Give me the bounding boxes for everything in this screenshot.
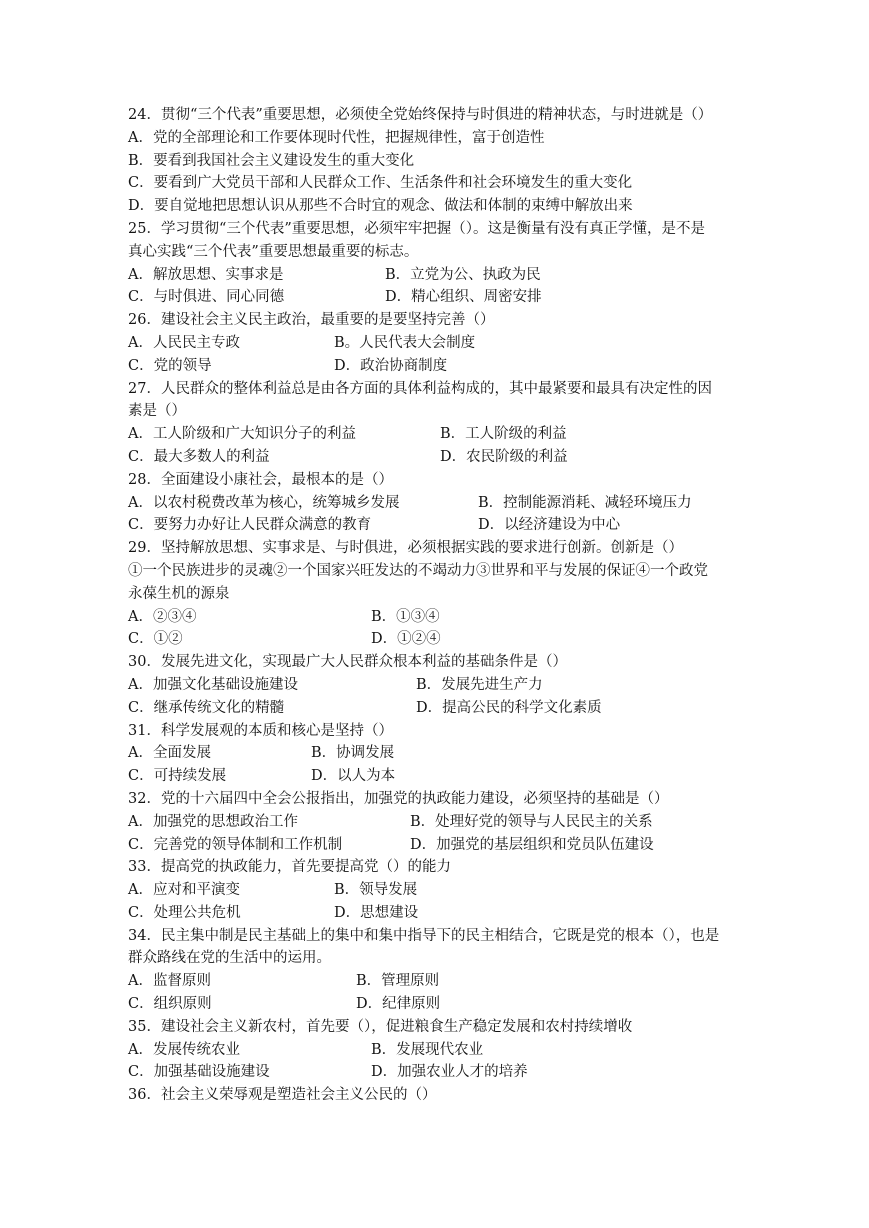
question-stem: 35．建设社会主义新农村，首先要（），促进粮食生产稳定发展和农村持续增收 [128, 1018, 633, 1035]
option-a: A．全面发展 [128, 745, 211, 762]
option-a: A．加强文化基础设施建设 [128, 676, 298, 693]
option-row [128, 286, 741, 309]
option-b: B．发展现代农业 [371, 1041, 484, 1058]
question-stem: 26．建设社会主义民主政治，最重要的是要坚持完善（） [128, 312, 495, 329]
option-c: C．①② [128, 631, 183, 648]
question-stem-continued: 素是（） [128, 403, 186, 420]
option-b: B．工人阶级的利益 [440, 426, 567, 443]
option-row [128, 423, 741, 446]
option-d: D．提高公民的科学文化素质 [416, 699, 602, 716]
option-b: B．领导发展 [334, 882, 418, 899]
option-b: B．立党为公、执政为民 [385, 266, 541, 283]
question-stem: 24．贯彻“三个代表”重要思想，必须使全党始终保持与时俱进的精神状态，与时进就是（） [128, 107, 713, 123]
option-c: C．继承传统文化的精髓 [128, 699, 285, 716]
question-36 [128, 1084, 741, 1107]
option-c: C．加强基础设施建设 [128, 1064, 270, 1081]
option-row [128, 332, 741, 355]
option-row [128, 993, 741, 1016]
question-28 [128, 469, 741, 537]
option-d: D．纪律原则 [356, 996, 441, 1013]
option-c: C．要努力办好让人民群众满意的教育 [128, 517, 372, 534]
option-c: C．完善党的领导体制和工作机制 [128, 836, 343, 853]
option-b: B．①③④ [371, 608, 440, 625]
option-a: A．监督原则 [128, 973, 211, 990]
option-row [128, 628, 741, 651]
option-row [128, 834, 741, 857]
option-a: A．②③④ [128, 608, 197, 625]
option-d: D．政治协商制度 [334, 357, 448, 374]
option-row [128, 606, 741, 629]
option-a: A．应对和平演变 [128, 882, 240, 899]
option-b: B．管理原则 [356, 973, 440, 990]
question-stem: 34．民主集中制是民主基础上的集中和集中指导下的民主相结合，它既是党的根本（），也是 [128, 927, 720, 944]
option-d: D．以经济建设为中心 [478, 517, 621, 534]
option-row [128, 264, 741, 287]
question-27 [128, 378, 741, 469]
option-c: C．要看到广大党员干部和人民群众工作、生活条件和社会环境发生的重大变化 [128, 175, 633, 192]
option-b: B．发展先进生产力 [416, 676, 543, 693]
option-row [128, 811, 741, 834]
option-d: D．要自觉地把思想认识从那些不合时宜的观念、做法和体制的束缚中解放出来 [128, 198, 633, 215]
option-c: C．党的领导 [128, 357, 212, 374]
option-a: A．加强党的思想政治工作 [128, 813, 298, 830]
question-stem: 36．社会主义荣辱观是塑造社会主义公民的（） [128, 1087, 437, 1104]
option-a: A．发展传统农业 [128, 1041, 240, 1058]
option-row [128, 879, 741, 902]
question-stem-continued: 群众路线在党的生活中的运用。 [128, 950, 331, 967]
option-a: A．以农村税费改革为核心，统筹城乡发展 [128, 494, 400, 511]
option-c: C．处理公共危机 [128, 904, 241, 921]
option-row [128, 765, 741, 788]
question-26 [128, 309, 741, 377]
question-34 [128, 925, 741, 1016]
option-c: C．与时俱进、同心同德 [128, 289, 285, 306]
question-stem: 27．人民群众的整体利益总是由各方面的具体利益构成的，其中最紧要和最具有决定性的因 [128, 380, 712, 397]
question-stem: 33．提高党的执政能力，首先要提高党（）的能力 [128, 859, 451, 876]
option-a: A．党的全部理论和工作要体现时代性，把握规律性，富于创造性 [128, 129, 545, 146]
question-stem: 32．党的十六届四中全会公报指出，加强党的执政能力建设，必须坚持的基础是（） [128, 790, 669, 807]
option-b: B。人民代表大会制度 [334, 334, 476, 351]
question-29 [128, 537, 741, 651]
question-24 [128, 104, 741, 218]
option-a: A．解放思想、实事求是 [128, 266, 284, 283]
question-stem: 31．科学发展观的本质和核心是坚持（） [128, 722, 393, 739]
option-b: B．协调发展 [311, 745, 395, 762]
option-row [128, 492, 741, 515]
question-stem: 29．坚持解放思想、实事求是、与时俱进，必须根据实践的要求进行创新。创新是（） [128, 540, 683, 557]
option-row [128, 674, 741, 697]
question-33 [128, 856, 741, 924]
question-35 [128, 1016, 741, 1084]
option-c: C．可持续发展 [128, 768, 227, 785]
question-stem: 28．全面建设小康社会，最根本的是（） [128, 471, 393, 488]
question-stem: 25．学习贯彻“三个代表”重要思想，必须牢牢把握（）。这是衡量有没有真正学懂，是不是 [128, 220, 706, 237]
option-d: D．以人为本 [311, 768, 396, 785]
question-32 [128, 788, 741, 856]
option-row [128, 1039, 741, 1062]
option-b: B．处理好党的领导与人民民主的关系 [410, 813, 653, 830]
question-30 [128, 651, 741, 719]
option-a: A．人民民主专政 [128, 334, 240, 351]
option-c: C．最大多数人的利益 [128, 448, 270, 465]
option-a: A．工人阶级和广大知识分子的利益 [128, 426, 356, 443]
option-row [128, 1061, 741, 1084]
option-row [128, 742, 741, 765]
option-d: D．思想建设 [334, 904, 419, 921]
question-stem: 30．发展先进文化，实现最广大人民群众根本利益的基础条件是（） [128, 654, 567, 671]
option-b: B．要看到我国社会主义建设发生的重大变化 [128, 152, 415, 169]
option-d: D．加强党的基层组织和党员队伍建设 [410, 836, 654, 853]
question-stem-continued: 永葆生机的源泉 [128, 585, 230, 602]
question-stem-continued: ①一个民族进步的灵魂②一个国家兴旺发达的不竭动力③世界和平与发展的保证④一个政党 [128, 562, 708, 579]
option-d: D．精心组织、周密安排 [385, 289, 542, 306]
option-row [128, 970, 741, 993]
option-row [128, 514, 741, 537]
option-row [128, 697, 741, 720]
option-row [128, 446, 741, 469]
option-b: B．控制能源消耗、减轻环境压力 [478, 494, 692, 511]
question-25 [128, 218, 741, 309]
question-stem-continued: 真心实践“三个代表”重要思想最重要的标志。 [128, 243, 419, 260]
option-d: D．①②④ [371, 631, 441, 648]
option-row [128, 902, 741, 925]
option-row [128, 355, 741, 378]
option-c: C．组织原则 [128, 996, 212, 1013]
option-d: D．加强农业人才的培养 [371, 1064, 528, 1081]
option-d: D．农民阶级的利益 [440, 448, 568, 465]
question-31 [128, 720, 741, 788]
